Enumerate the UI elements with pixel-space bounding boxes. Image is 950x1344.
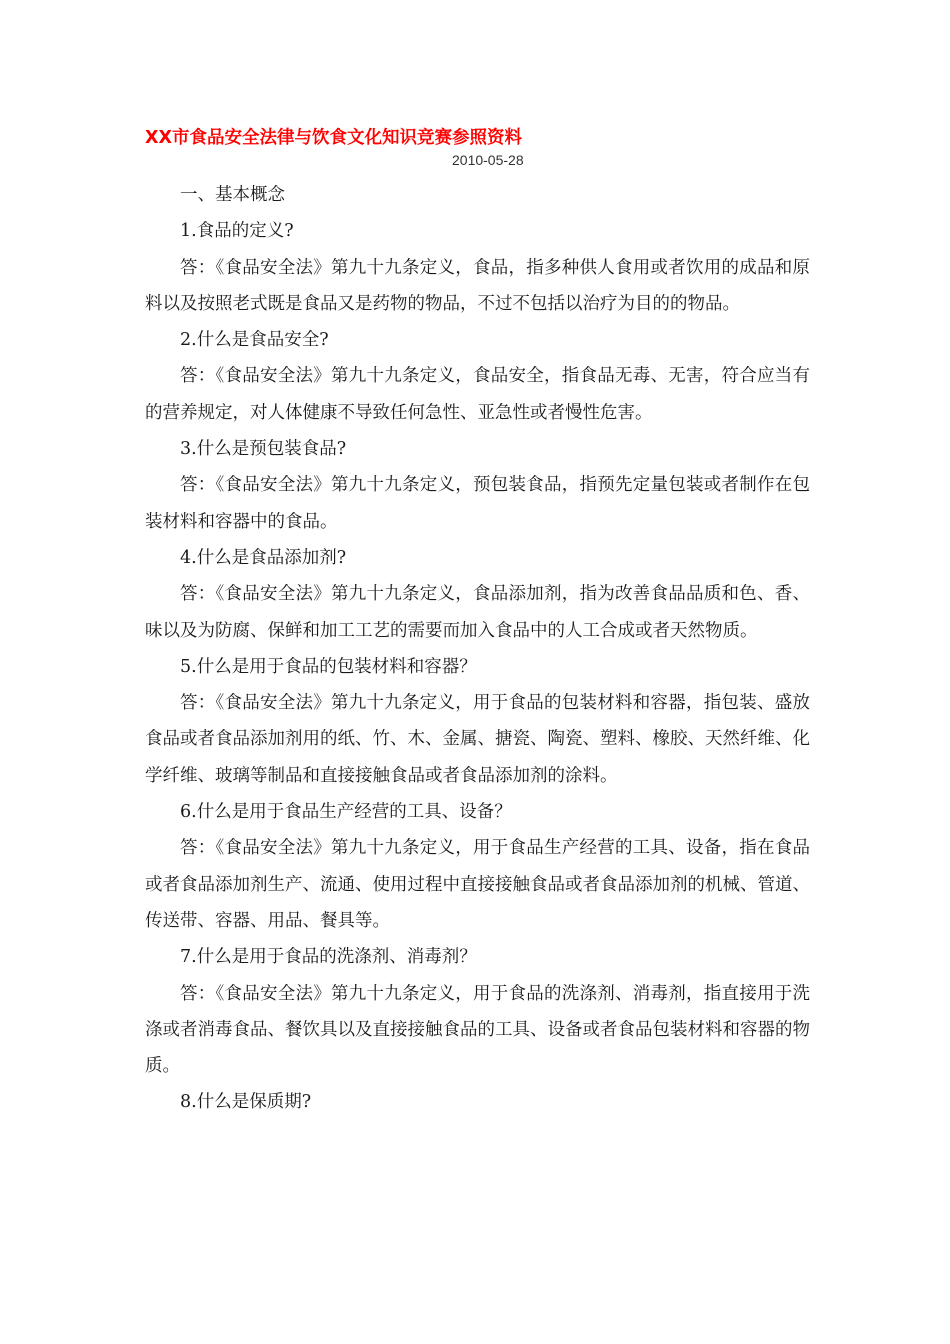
answer-7: 答：《食品安全法》第九十九条定义，用于食品的洗涤剂、消毒剂，指直接用于洗涤或者消毒食品、餐饮具以及直接接触食品的工具、设备或者食品包装材料和容器的物质。 <box>145 983 810 1077</box>
question-5: 5.什么是用于食品的包装材料和容器？ <box>180 656 477 677</box>
answer-3: 答：《食品安全法》第九十九条定义，预包装食品，指预先定量包装或者制作在包装材料和容器中的食品。 <box>145 475 810 532</box>
question-8: 8.什么是保质期? <box>180 1092 312 1113</box>
document-date: 2010-05-28 <box>452 152 524 168</box>
question-3: 3.什么是预包装食品? <box>180 439 347 460</box>
answer-2: 答：《食品安全法》第九十九条定义，食品安全，指食品无毒、无害，符合应当有的营养规定，对人体健康不导致任何急性、亚急性或者慢性危害。 <box>145 366 810 423</box>
question-2: 2.什么是食品安全? <box>180 330 329 351</box>
answer-6: 答：《食品安全法》第九十九条定义，用于食品生产经营的工具、设备，指在食品或者食品添加剂生产、流通、使用过程中直接接触食品或者食品添加剂的机械、管道、传送带、容器、用品、餐具等。 <box>145 838 810 931</box>
section-heading: 一、基本概念 <box>180 185 285 205</box>
question-7: 7.什么是用于食品的洗涤剂、消毒剂？ <box>180 947 477 968</box>
answer-5: 答：《食品安全法》第九十九条定义，用于食品的包装材料和容器，指包装、盛放食品或者食品添加剂用的纸、竹、木、金属、搪瓷、陶瓷、塑料、橡胶、天然纤维、化学纤维、玻璃等制品和直接接触食品或者食品添加剂的涂料。 <box>145 693 810 786</box>
document-body <box>145 177 810 1121</box>
document-title: XX市食品安全法律与饮食文化知识竞赛参照资料 <box>145 128 522 148</box>
question-6: 6.什么是用于食品生产经营的工具、设备？ <box>180 802 512 823</box>
question-1: 1.食品的定义? <box>180 221 294 242</box>
answer-1: 答：《食品安全法》第九十九条定义，食品，指多种供人食用或者饮用的成品和原料以及按照老式既是食品又是药物的物品，不过不包括以治疗为目的的物品。 <box>145 257 810 314</box>
question-4: 4.什么是食品添加剂? <box>180 547 347 568</box>
answer-4: 答：《食品安全法》第九十九条定义，食品添加剂，指为改善食品品质和色、香、味以及为防腐、保鲜和加工工艺的需要而加入食品中的人工合成或者天然物质。 <box>145 584 810 641</box>
